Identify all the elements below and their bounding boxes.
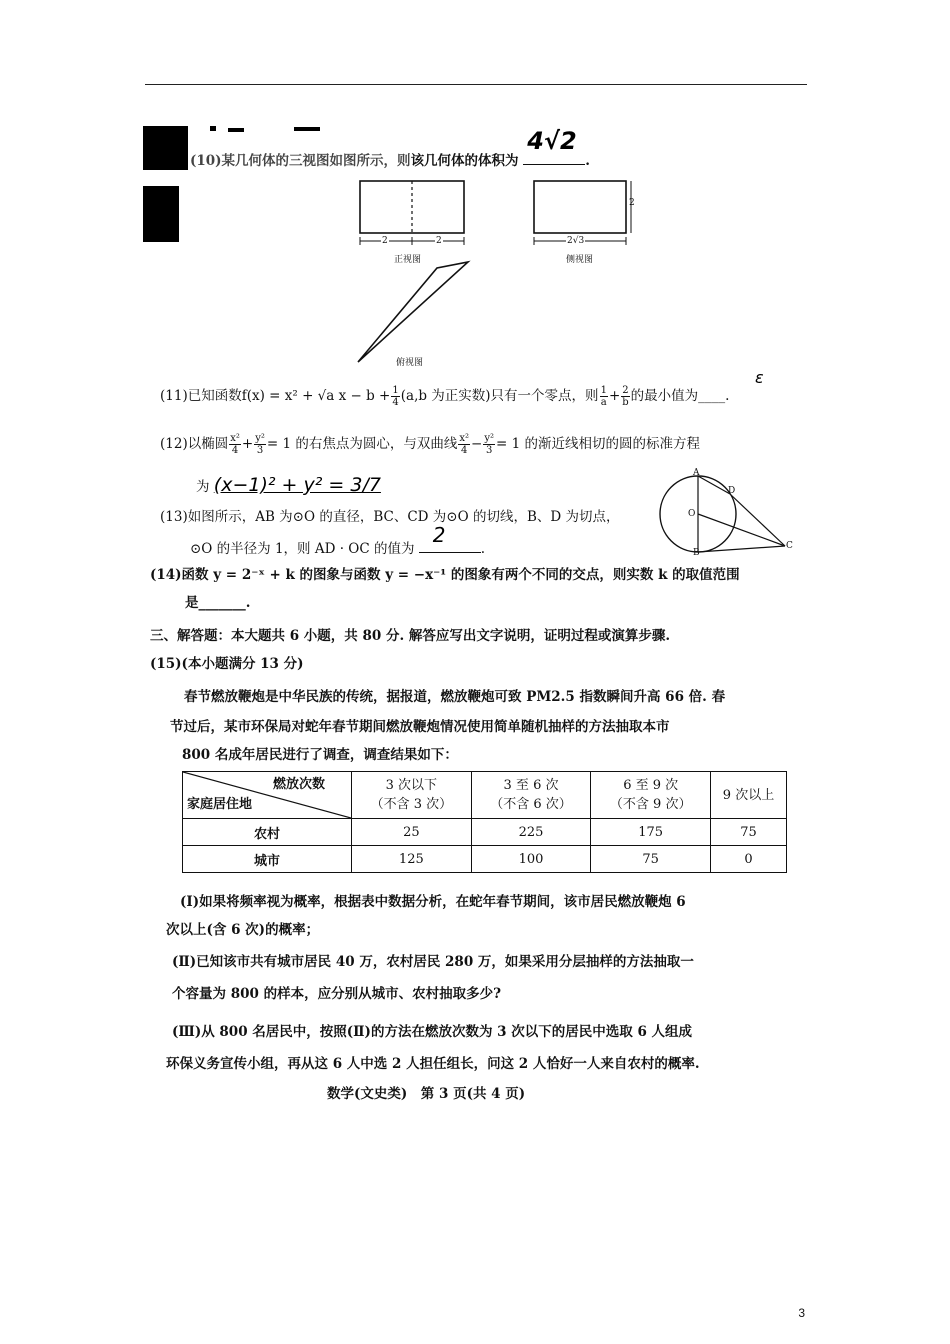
q12-ellipse-x: $\frac{\text{x²}}{4}$ [230,433,240,456]
table-column-header: 3 至 6 次 （不含 6 次） [471,772,591,819]
q10-prefix-smudge: (10)某几何体的三视图如图所示，则 [190,153,411,169]
q12-text-b: = 1 的右焦点为圆心，与双曲线 [266,436,458,452]
q14-text-b [185,594,250,612]
table-cell: 225 [471,819,591,846]
label-O: O [688,509,696,519]
label-A: A [693,468,700,478]
row-label: 农村 [183,819,352,846]
q11-text-a: (11)已知函数f(x) = x² + √a x − b + [160,388,391,404]
q11-text: (11)已知函数f(x) = x² + √a x − b + $\frac{1}{4}$ (a,b 为正实数)只有一个零点，则 $\frac{1}{a}$ + $\frac{2}{b}$ 的最小值为____. [160,385,730,408]
table-cell: 75 [591,846,711,873]
q13-text-b-main: ⊙O 的半径为 1，则 AD · OC 的值为 [190,541,415,557]
dim-front-right: 2 [436,236,442,246]
q11-blank: ____ [698,388,726,404]
table-cell: 175 [591,819,711,846]
q15-part2-a: (Ⅱ)已知该市共有城市居民 40 万，农村居民 280 万，如果采用分层抽样的方法抽取一 [172,954,694,970]
q15-part2-b: 个容量为 800 的样本，应分别从城市、农村抽取多少? [172,986,501,1002]
table-cell: 0 [711,846,787,873]
front-view-caption: 正视图 [394,255,422,265]
table-row [183,819,787,846]
q15-intro-3: 800 名成年居民进行了调查，调查结果如下： [182,747,458,763]
page-number: 3 [798,1306,805,1320]
q14-text-b-main: 是 [185,595,199,611]
q12-text: (12)以椭圆 $\frac{\text{x²}}{4}$ + $\frac{\text{y²}}{3}$ = 1 的右焦点为圆心，与双曲线 $\frac{\text{x²}}{4}$ − $\frac{\text{y²}}{3}$ = 1 的渐近线相切的圆的标准方程 [160,433,700,456]
table-header-row [183,772,787,819]
table-row [183,846,787,873]
circle-tangent-diagram [655,472,795,558]
corner-top-label: 燃放次数 [272,777,325,792]
table-column-header: 3 次以下 （不含 3 次） [352,772,472,819]
q13-answer: 2 [432,523,446,547]
dim-side-bottom: 2√3 [567,236,585,246]
q11-fraction-b: $\frac{2}{b}$ [622,385,629,408]
q15-part1-b: 次以上(含 6 次)的概率； [166,922,320,938]
q11-answer: ε [755,368,764,387]
q15-intro-2: 节过后，某市环保局对蛇年春节期间燃放鞭炮情况使用简单随机抽样的方法抽取本市 [170,719,670,735]
q12-hyper-y: $\frac{\text{y²}}{3}$ [484,433,494,456]
q12-text-c: = 1 的渐近线相切的圆的标准方程 [495,436,700,452]
q12-text-d: 为 [196,479,210,495]
dim-side-height: 2 [629,198,635,208]
top-rule [145,84,807,85]
q15-part3-a: (Ⅲ)从 800 名居民中，按照(Ⅱ)的方法在燃放次数为 3 次以下的居民中选取 6 人组成 [172,1024,693,1040]
q14-blank: _______. [198,595,251,611]
label-C: C [786,541,793,551]
table-cell: 100 [471,846,591,873]
q12-text-a: (12)以椭圆 [160,436,229,452]
q10-text: (10)某几何体的三视图如图所示，则该几何体的体积为 4√2 . [190,127,590,169]
section-3-heading: 三、解答题：本大题共 6 小题，共 80 分. 解答应写出文字说明，证明过程或演算步骤. [150,628,671,644]
top-view-triangle [358,262,468,362]
q15-title: (15)(本小题满分 13 分) [150,656,304,672]
table-cell: 75 [711,819,787,846]
row-label: 城市 [183,846,352,873]
side-view-rect [534,181,626,233]
label-D: D [728,486,736,496]
table-column-header: 6 至 9 次 （不含 9 次） [591,772,711,819]
side-view-caption: 侧视图 [566,255,594,265]
page-footer: 数学(文史类) 第 3 页(共 4 页) [327,1086,526,1102]
q11-text-c: 的最小值为 [630,388,699,404]
scan-blot [294,127,320,131]
label-B: B [693,548,700,558]
q10-text-main: 该几何体的体积为 [410,153,519,169]
table-cell: 125 [352,846,472,873]
q12-answer-line [196,476,381,496]
q13-text-b: ⊙O 的半径为 1，则 AD · OC 的值为 2 . [190,523,486,557]
scan-blot [143,186,179,242]
table-cell: 25 [352,819,472,846]
q11-fraction-a: $\frac{1}{a}$ [600,385,607,408]
q12-answer: (x−1)² + y² = 3/7 [213,474,381,496]
q11-fraction-quarter: $\frac{1}{4}$ [392,385,399,408]
q13-text-a: (13)如图所示，AB 为⊙O 的直径，BC、CD 为⊙O 的切线，B、D 为切点， [160,509,620,525]
table-column-header: 9 次以上 [711,772,787,819]
scan-blot [210,126,216,131]
q15-part3-b: 环保义务宣传小组，再从这 6 人中选 2 人担任组长，问这 2 人恰好一人来自农村的概率. [166,1056,700,1072]
q11-text-b: (a,b 为正实数)只有一个零点，则 [400,388,599,404]
corner-bottom-label: 家庭居住地 [187,797,253,812]
dim-front-left: 2 [382,236,388,246]
q12-ellipse-y: $\frac{\text{y²}}{3}$ [255,433,265,456]
three-view-diagram [350,172,640,372]
top-view-caption: 俯视图 [396,358,424,368]
q15-intro-1: 春节燃放鞭炮是中华民族的传统，据报道，燃放鞭炮可致 PM2.5 指数瞬间升高 66 倍. 春 [184,689,726,705]
q10-answer: 4√2 [527,127,577,155]
q15-part1-a: (Ⅰ)如果将频率视为概率，根据表中数据分析，在蛇年春节期间，该市居民燃放鞭炮 6 [180,894,686,910]
scan-blot [228,128,244,132]
q14-text-a: (14)函数 y = 2⁻ˣ + k 的图象与函数 y = −x⁻¹ 的图象有两个不同的交点，则实数 k 的取值范围 [150,567,740,583]
table-corner-cell [183,772,352,819]
scan-blot [143,126,188,170]
q12-hyper-x: $\frac{\text{x²}}{4}$ [459,433,469,456]
survey-table [182,771,787,873]
